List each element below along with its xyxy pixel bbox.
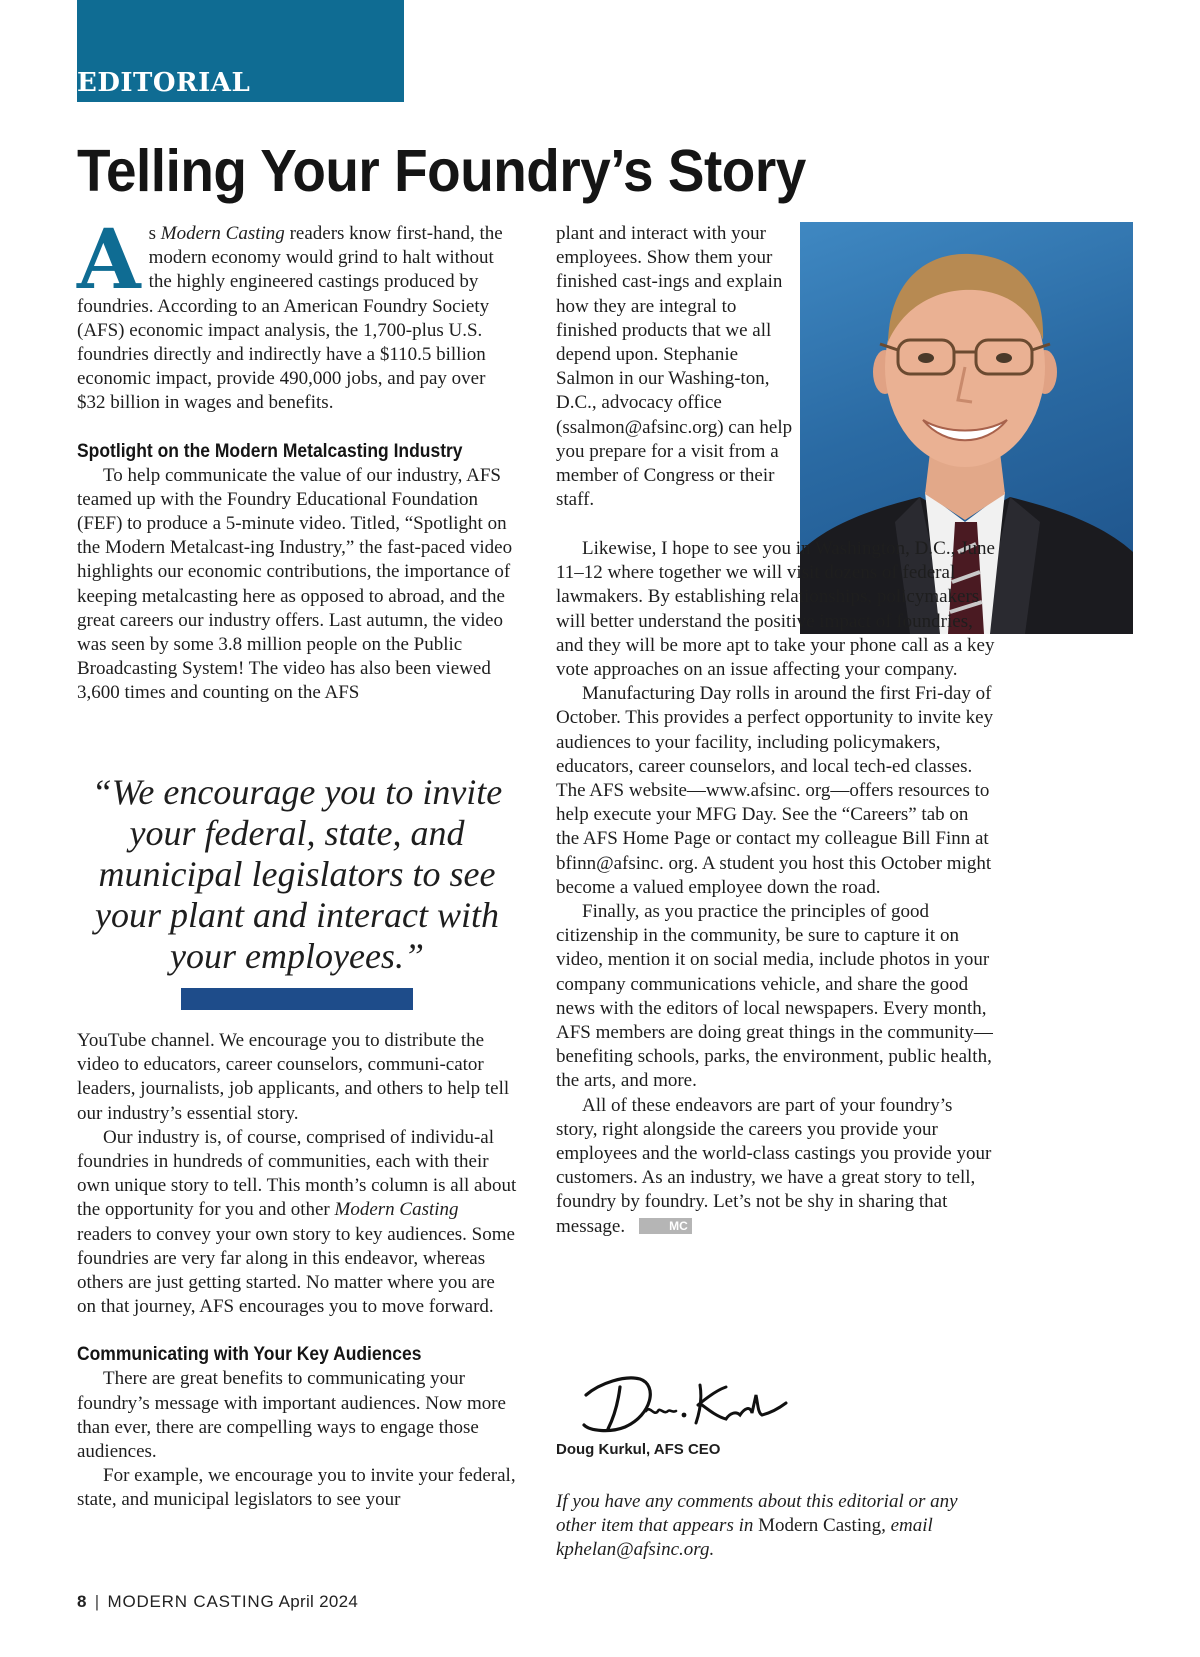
paragraph-video: To help communicate the value of our industry, AFS teamed up with the Foundry Educational Foundation (FEF) to produce a 5-minute video. Titled, “Spotlight on the Modern Metalcast-ing Industry,” the fast-paced video highlights our economic contributions, the importance of keeping metalcasting here as opposed to abroad, and the great careers our industry offers. Last autumn, the video was seen by some 3.8 million people on the Public Broadcasting System! The video has also been viewed 3,600 times and counting on the AFS xyxy=(77,464,513,704)
signature-image xyxy=(580,1365,790,1435)
comments-note: If you have any comments about this editorial or any other item that appears in Modern Casting, email kphelan@afsinc.org. xyxy=(556,1491,958,1560)
paragraph-washington: Likewise, I hope to see you in Washington, D.C., June 11–12 where together we will visit dozens of federal lawmakers. By establishing relationships, policymakers will better understand the positive impact of foundries, and they will be more apt to take your phone call as a key vote approaches on an issue affecting your company. xyxy=(556,538,995,681)
footer-issue: April 2024 xyxy=(278,1592,359,1611)
magazine-name: Modern Casting xyxy=(334,1199,459,1221)
paragraph-youtube: YouTube channel. We encourage you to distribute the video to educators, career counselors, communi-cator leaders, journalists, job applicants, and others to help tell our industry’s essential story. xyxy=(77,1030,510,1124)
magazine-name: Modern Casting xyxy=(758,1515,882,1536)
paragraph-closing: All of these endeavors are part of your foundry’s story, right alongside the careers you provide your employees and the world-class castings you provide your customers. As an industry, we have a great story to tell, foundry by foundry. Let’s not be shy in sharing that message. MC xyxy=(556,1094,992,1237)
footer-separator: | xyxy=(94,1592,100,1611)
subhead-communicating: Communicating with Your Key Audiences xyxy=(77,1344,422,1366)
section-label: EDITORIAL xyxy=(77,68,251,98)
drop-cap: A xyxy=(77,212,141,308)
column-1-bottom xyxy=(77,1029,517,1513)
page-footer xyxy=(77,1592,358,1612)
page-title: Telling Your Foundry’s Story xyxy=(77,138,806,204)
column-2-narrow xyxy=(556,222,796,512)
column-2-main xyxy=(556,537,996,1239)
paragraph-unique-story: Our industry is, of course, comprised of individu-al foundries in hundreds of communities, each with their own unique story to tell. This month’s column is all about the opportunity for you and other Modern Casting readers to convey your own story to key audiences. Some foundries are very far along in this endeavor, whereas others are just getting started. No matter where you are on that journey, AFS encourages you to move forward. xyxy=(77,1126,517,1318)
paragraph-legislators: For example, we encourage you to invite your federal, state, and municipal legislators to see your xyxy=(77,1465,516,1511)
paragraph-citizenship: Finally, as you practice the principles of good citizenship in the community, be sure to capture it on video, mention it on social media, include photos in your company communications vehicle, and share the good news with the editors of local newspapers. Every month, AFS members are doing great things in the community—benefiting schools, parks, the environment, public health, the arts, and more. xyxy=(556,901,993,1092)
column-1-top xyxy=(77,212,517,706)
pull-quote-bar xyxy=(181,988,413,1010)
footer-magazine: MODERN CASTING xyxy=(107,1592,275,1611)
end-mark-badge: MC xyxy=(639,1218,692,1234)
intro-paragraph: As Modern Casting readers know first-hand, the modern economy would grind to halt without the highly engineered castings produced by foundries. According to an American Foundry Society (AFS) economic impact analysis, the 1,700-plus U.S. foundries directly and indirectly have a $110.5 billion economic impact, provide 490,000 jobs, and pay over $32 billion in wages and benefits. xyxy=(77,212,503,414)
page-number: 8 xyxy=(77,1592,87,1611)
signature-name: Doug Kurkul, AFS CEO xyxy=(556,1441,721,1458)
magazine-name: Modern Casting xyxy=(160,223,285,244)
paragraph-manufacturing-day: Manufacturing Day rolls in around the first Fri-day of October. This provides a perfect opportunity to invite key audiences to your facility, including policymakers, educators, career counselors, and local tech-ed classes. The AFS website—www.afsinc. org—offers resources to help execute your MFG Day. See the “Careers” tab on the AFS Home Page or contact my colleague Bill Finn at bfinn@afsinc. org. A student you host this October might become a valued employee down the road. xyxy=(556,683,994,898)
paragraph-benefits: There are great benefits to communicating your foundry’s message with important audiences. Now more than ever, there are compelling ways to engage those audiences. xyxy=(77,1368,506,1463)
pull-quote: “We encourage you to invite your federal, state, and municipal legislators to see your plant and interact with your employees.” xyxy=(91,772,503,976)
subhead-spotlight: Spotlight on the Modern Metalcasting Industry xyxy=(77,440,463,462)
paragraph-plant-visit: plant and interact with your employees. Show them your finished cast-ings and explain how they are integral to finished products that we all depend upon. Stephanie Salmon in our Washing-ton, D.C., advocacy office (ssalmon@afsinc.org) can help you prepare for a visit from a member of Congress or their staff. xyxy=(556,223,793,511)
